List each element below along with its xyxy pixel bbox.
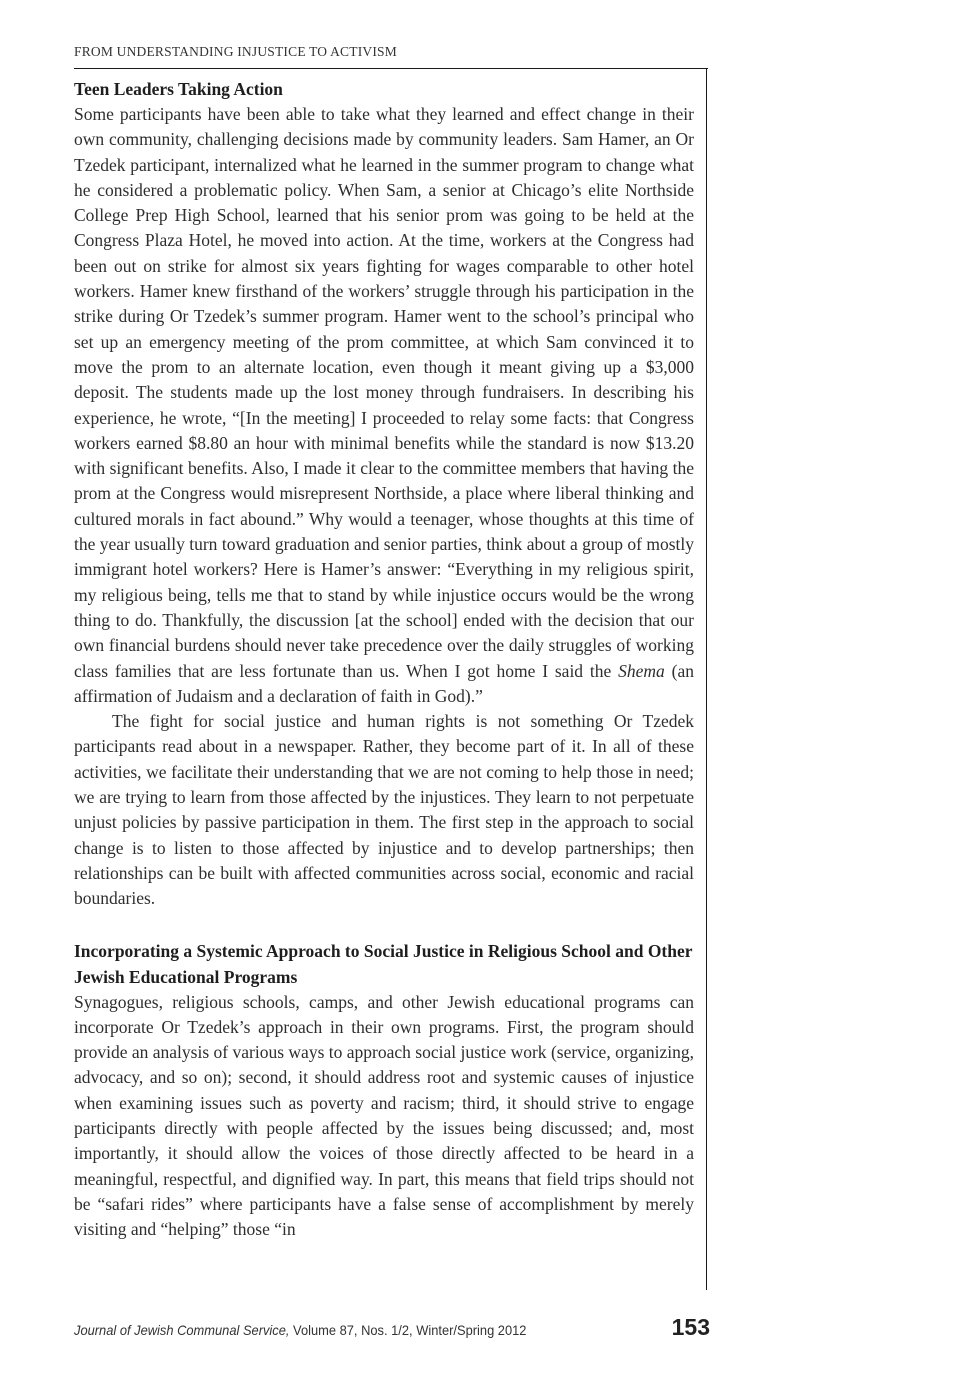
right-rule: [706, 68, 707, 1290]
running-head: FROM UNDERSTANDING INJUSTICE TO ACTIVISM: [74, 44, 397, 59]
section-heading-teen-leaders: Teen Leaders Taking Action: [74, 79, 283, 99]
text-column: [74, 76, 694, 1242]
page-footer: [74, 1314, 710, 1342]
top-rule: [74, 68, 708, 69]
paragraph-hamer-text: Some participants have been able to take what they learned and effect change in their own community, challenging decisions made by community leaders. Sam Hamer, an Or Tzedek participant, internalized what he learned in the summer program to change what he considered a problematic policy. When Sam, a senior at Chicago’s elite Northside College Prep High School, learned that his senior prom was going to be held at the Congress Plaza Hotel, he moved into action. At the time, workers at the Congress had been out on strike for almost six years fighting for wages comparable to other hotel workers. Hamer knew firsthand of the workers’ struggle through his participation in the strike during Or Tzedek’s summer program. Hamer went to the school’s principal who set up an emergency meeting of the prom committee, at which Sam convinced it to move the prom to an alternate location, even though it meant giving up a $3,000 deposit. The students made up the lost money through fundraisers. In describing his experience, he wrote, “[In the meeting] I proceeded to relay some facts: that Congress workers earned $8.80 an hour with minimal benefits while the standard is now $13.20 with significant benefits. Also, I made it clear to the committee members that having the prom at the Congress would misrepresent Northside, a place where liberal thinking and cultured morals in fact abound.” Why would a teenager, whose thoughts at this time of the year usually turn toward graduation and senior parties, think about a group of mostly immigrant hotel workers? Here is Hamer’s answer: “Everything in my religious spirit, my religious being, tells me that to stand by while injustice occurs would be the wrong thing to do. Thankfully, the discussion [at the school] ended with the decision that our own financial burdens should never take precedence over the daily struggles of working class families that are less fortunate than us. When I got home I said the: [74, 104, 694, 681]
issue-info: Volume 87, Nos. 1/2, Winter/Spring 2012: [289, 1322, 527, 1338]
journal-citation: [74, 1322, 526, 1338]
shema-italic: Shema: [618, 660, 665, 681]
page-number: 153: [671, 1314, 710, 1340]
paragraph-hamer-story: [74, 102, 694, 709]
paragraph-hamer-end: (an affirmation of Judaism and a declaration of faith in God).”: [74, 660, 694, 706]
paragraph-synagogues: Synagogues, religious schools, camps, and other Jewish educational programs can incorporate Or Tzedek’s approach in their own programs. First, the program should provide an analysis of various ways to approach social justice work (service, organizing, advocacy, and so on); second, it should address root and systemic causes of injustice when examining issues such as poverty and racism; third, it should strive to engage participants directly with people affected by the issues being discussed; and, most importantly, it should allow the voices of those directly affected to be heard in a meaningful, respectful, and dignified way. In part, this means that field trips should not be “safari rides” where participants have a false sense of accomplishment by merely visiting and “helping” those “in: [74, 991, 694, 1240]
paragraph-social-justice: The fight for social justice and human rights is not something Or Tzedek participants read about in a newspaper. Rather, they become part of it. In all of these activities, we facilitate their understanding that we are not coming to help those in need; we are trying to learn from those affected by the injustices. They learn to not perpetuate unjust policies by passive participation in them. The first step in the approach to social change is to listen to those affected by injustice and to develop partnerships; then relationships can be built with affected communities across social, economic and racial boundaries.: [74, 711, 694, 909]
journal-title: Journal of Jewish Communal Service,: [74, 1322, 290, 1338]
section-heading-systemic-approach: Incorporating a Systemic Approach to Social Justice in Religious School and Other Jewish Educational Programs: [74, 940, 693, 987]
